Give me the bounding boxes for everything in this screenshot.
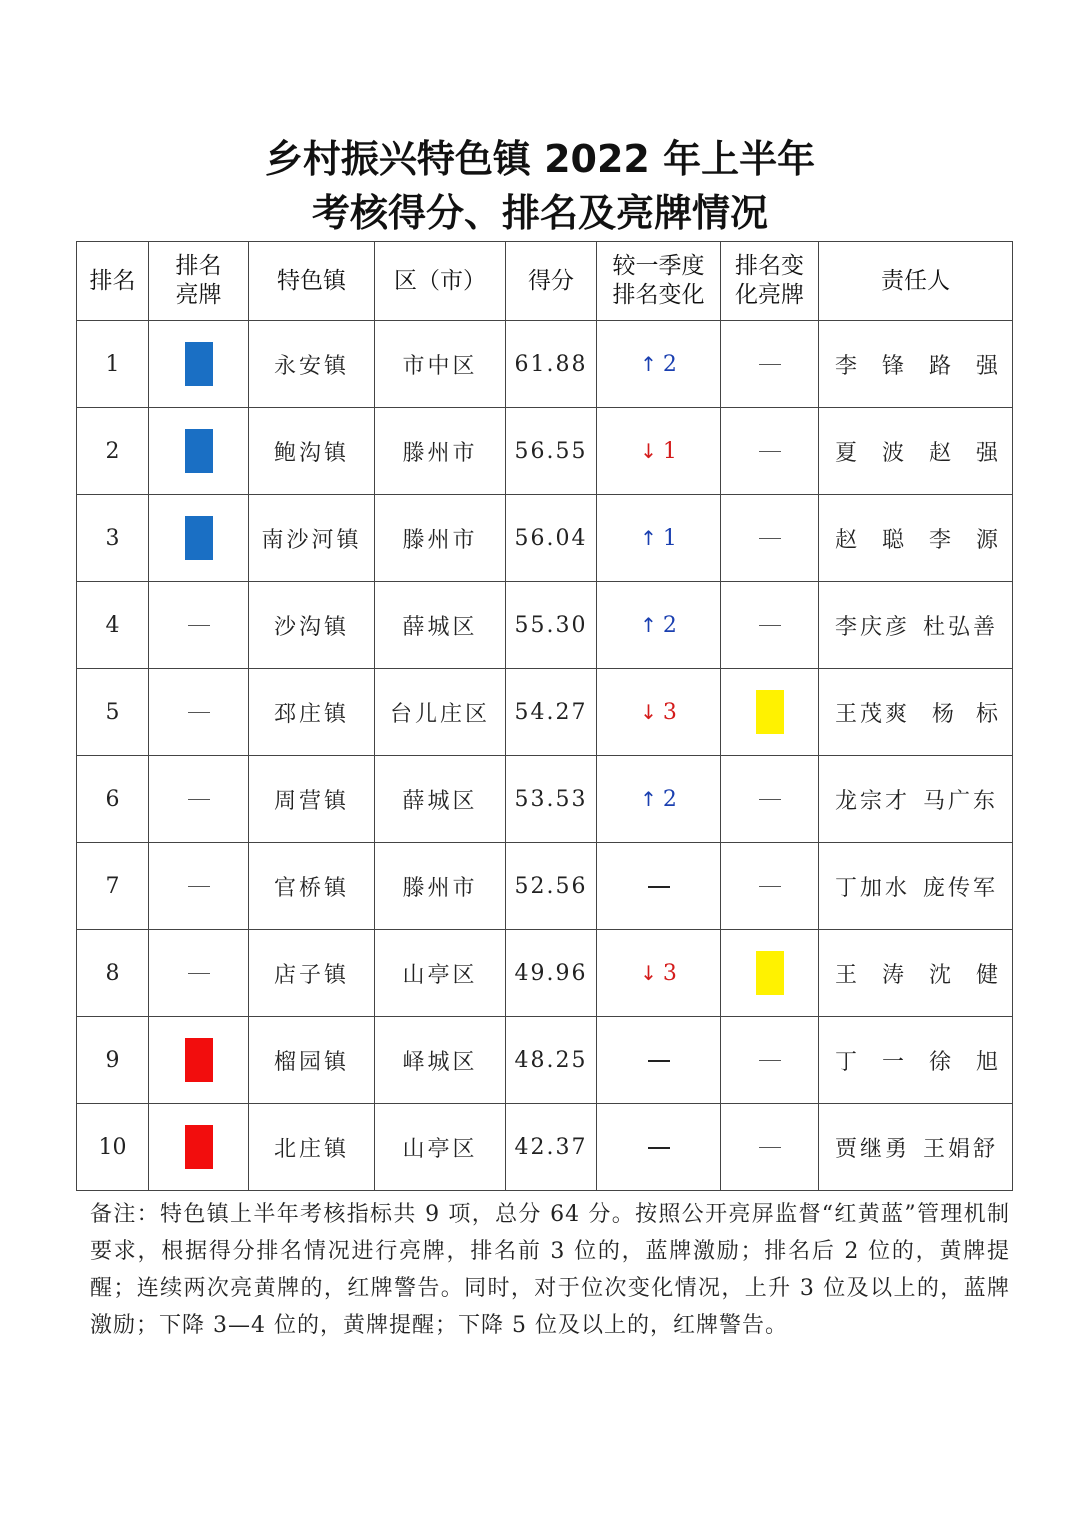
cell-score — [506, 930, 597, 1017]
cell-rank-text: 7 — [105, 873, 120, 899]
person-name-part: 李庆彦 — [835, 614, 911, 640]
change-value: 3 — [662, 960, 677, 986]
cell-change — [597, 756, 721, 843]
change-value: 3 — [662, 699, 677, 725]
person-name-part: 王娟舒 — [922, 1136, 998, 1162]
cell-district-text: 市中区 — [402, 353, 478, 379]
cell-town-text: 永安镇 — [273, 353, 349, 379]
cell-district — [375, 669, 506, 756]
cell-district — [375, 1017, 506, 1104]
cell-person — [819, 408, 1013, 495]
cell-rank-card-none — [149, 582, 249, 669]
person-name-part: 龙宗才 — [835, 788, 911, 814]
table-body — [77, 321, 1013, 1191]
cell-score — [506, 1017, 597, 1104]
person-name-part: 涛 — [881, 962, 904, 988]
dash-placeholder — [759, 799, 781, 801]
person-name-part: 夏 — [835, 440, 858, 466]
person-name-part: 王 — [835, 962, 858, 988]
cell-score — [506, 843, 597, 930]
cell-score — [506, 669, 597, 756]
cell-town — [249, 930, 375, 1017]
cell-town — [249, 1104, 375, 1191]
cell-rank-text: 10 — [98, 1134, 127, 1160]
cell-score-text: 55.30 — [514, 612, 588, 638]
cell-change-card — [721, 669, 819, 756]
header-change-line-2: 排名变化 — [612, 282, 705, 308]
cell-town — [249, 756, 375, 843]
cell-rank-text: 9 — [105, 1047, 120, 1073]
table-row — [77, 930, 1013, 1017]
person-name-part: 强 — [975, 440, 998, 466]
table-row — [77, 495, 1013, 582]
cell-change — [597, 321, 721, 408]
table-row — [77, 1017, 1013, 1104]
cell-rank-text: 6 — [105, 786, 120, 812]
cell-change — [597, 930, 721, 1017]
cell-rank-text: 3 — [105, 525, 120, 551]
cell-score-text: 53.53 — [514, 786, 588, 812]
cell-rank — [77, 756, 149, 843]
table-row — [77, 582, 1013, 669]
cell-town-text: 周营镇 — [273, 788, 349, 814]
cell-district — [375, 843, 506, 930]
dash-placeholder — [759, 364, 781, 366]
header-rank-card-line-2: 亮牌 — [175, 282, 222, 308]
person-name-part: 健 — [975, 962, 998, 988]
person-name-part: 旭 — [975, 1049, 998, 1075]
cell-district — [375, 582, 506, 669]
cell-rank-text: 4 — [105, 612, 120, 638]
cell-score-text: 52.56 — [514, 873, 588, 899]
cell-district-text: 薛城区 — [402, 788, 478, 814]
person-name-part: 赵 — [928, 440, 951, 466]
cell-district-text: 滕州市 — [402, 440, 478, 466]
cell-town — [249, 843, 375, 930]
cell-score-text: 56.04 — [514, 525, 588, 551]
cell-person — [819, 843, 1013, 930]
cell-change — [597, 1104, 721, 1191]
cell-change — [597, 1017, 721, 1104]
cell-town — [249, 1017, 375, 1104]
cell-rank-text: 8 — [105, 960, 120, 986]
cell-score — [506, 408, 597, 495]
cell-change-card-none — [721, 756, 819, 843]
header-rank: 排名 — [77, 242, 149, 321]
cell-rank — [77, 321, 149, 408]
cell-person — [819, 1104, 1013, 1191]
person-name-part: 路 — [928, 353, 951, 379]
cell-change-card — [721, 930, 819, 1017]
cell-change-card-none — [721, 321, 819, 408]
cell-town-text: 北庄镇 — [273, 1136, 349, 1162]
cell-district — [375, 756, 506, 843]
table-row — [77, 756, 1013, 843]
cell-rank — [77, 408, 149, 495]
red-card-icon — [185, 1125, 213, 1169]
dash-placeholder — [759, 1060, 781, 1062]
cell-change-card-none — [721, 408, 819, 495]
table-row — [77, 321, 1013, 408]
cell-rank-text: 5 — [105, 699, 120, 725]
person-name-part: 李 — [928, 527, 951, 553]
header-rank-card-line-1: 排名 — [175, 253, 222, 279]
cell-town-text: 邳庄镇 — [273, 701, 349, 727]
page-title-line-1: 乡村振兴特色镇 2022 年上半年 — [264, 137, 816, 181]
cell-district — [375, 495, 506, 582]
person-name-part: 丁加水 — [835, 875, 911, 901]
arrow-up-icon: ↑ — [640, 786, 657, 811]
arrow-down-icon: ↓ — [640, 438, 657, 463]
person-name-part: 源 — [975, 527, 998, 553]
no-change-dash — [648, 1060, 670, 1062]
header-rank-card — [149, 242, 249, 321]
cell-rank-card — [149, 1104, 249, 1191]
dash-placeholder — [188, 973, 210, 975]
cell-person — [819, 582, 1013, 669]
person-name-part: 一 — [881, 1049, 904, 1075]
cell-rank-card — [149, 408, 249, 495]
cell-rank-card-none — [149, 843, 249, 930]
cell-district — [375, 321, 506, 408]
cell-person — [819, 930, 1013, 1017]
person-name-part: 徐 — [928, 1049, 951, 1075]
cell-score-text: 48.25 — [514, 1047, 588, 1073]
arrow-up-icon: ↑ — [640, 351, 657, 376]
cell-change-card-none — [721, 495, 819, 582]
person-names — [819, 1132, 1012, 1163]
person-name-part: 贾继勇 — [835, 1136, 911, 1162]
cell-town-text: 店子镇 — [273, 962, 349, 988]
cell-rank — [77, 1017, 149, 1104]
person-name-part: 赵 — [835, 527, 858, 553]
table-header-row — [77, 242, 1013, 321]
cell-person — [819, 1017, 1013, 1104]
blue-card-icon — [185, 342, 213, 386]
person-name-part: 丁 — [835, 1049, 858, 1075]
dash-placeholder — [188, 712, 210, 714]
cell-rank-card-none — [149, 930, 249, 1017]
header-change-card-line-2: 化亮牌 — [735, 282, 804, 308]
cell-score-text: 49.96 — [514, 960, 588, 986]
table-row — [77, 843, 1013, 930]
cell-person — [819, 756, 1013, 843]
cell-district — [375, 930, 506, 1017]
cell-change — [597, 843, 721, 930]
cell-change-card-none — [721, 843, 819, 930]
table-row — [77, 669, 1013, 756]
yellow-card-icon — [756, 951, 784, 995]
arrow-up-icon: ↑ — [640, 612, 657, 637]
cell-change-card-none — [721, 582, 819, 669]
cell-change-card-none — [721, 1017, 819, 1104]
cell-town — [249, 495, 375, 582]
arrow-up-icon: ↑ — [640, 525, 657, 550]
header-town: 特色镇 — [249, 242, 375, 321]
cell-rank-card — [149, 321, 249, 408]
header-change-line-1: 较一季度 — [612, 253, 705, 279]
red-card-icon — [185, 1038, 213, 1082]
no-change-dash — [648, 886, 670, 888]
cell-town-text: 鲍沟镇 — [273, 440, 349, 466]
dash-placeholder — [188, 625, 210, 627]
person-names — [819, 1045, 1012, 1076]
cell-score — [506, 321, 597, 408]
person-name-part: 标 — [975, 701, 998, 727]
arrow-down-icon: ↓ — [640, 960, 657, 985]
dash-placeholder — [188, 886, 210, 888]
cell-change — [597, 582, 721, 669]
person-name-part: 李 — [835, 353, 858, 379]
change-value: 1 — [662, 438, 677, 464]
cell-change — [597, 408, 721, 495]
change-value: 1 — [662, 525, 677, 551]
header-score: 得分 — [506, 242, 597, 321]
cell-town-text: 榴园镇 — [273, 1049, 349, 1075]
cell-change — [597, 495, 721, 582]
dash-placeholder — [759, 538, 781, 540]
dash-placeholder — [188, 799, 210, 801]
header-change — [597, 242, 721, 321]
cell-score-text: 54.27 — [514, 699, 588, 725]
blue-card-icon — [185, 516, 213, 560]
cell-district-text: 滕州市 — [402, 527, 478, 553]
person-name-part: 强 — [975, 353, 998, 379]
yellow-card-icon — [756, 690, 784, 734]
page-title-line-2: 考核得分、排名及亮牌情况 — [311, 191, 768, 235]
cell-town — [249, 669, 375, 756]
cell-town — [249, 321, 375, 408]
table-row — [77, 1104, 1013, 1191]
person-names — [819, 784, 1012, 815]
cell-score — [506, 495, 597, 582]
person-name-part: 波 — [881, 440, 904, 466]
dash-placeholder — [759, 1147, 781, 1149]
cell-person — [819, 669, 1013, 756]
cell-rank — [77, 495, 149, 582]
person-names — [819, 349, 1012, 380]
header-change-card — [721, 242, 819, 321]
cell-person — [819, 495, 1013, 582]
dash-placeholder — [759, 625, 781, 627]
person-name-part: 聪 — [881, 527, 904, 553]
header-district: 区（市） — [375, 242, 506, 321]
person-names — [819, 523, 1012, 554]
dash-placeholder — [759, 886, 781, 888]
header-change-card-line-1: 排名变 — [735, 253, 804, 279]
cell-district-text: 山亭区 — [402, 962, 478, 988]
person-name-part: 锋 — [881, 353, 904, 379]
person-name-part: 王茂爽 — [835, 701, 911, 727]
cell-rank — [77, 843, 149, 930]
person-name-part: 庞传军 — [922, 875, 998, 901]
cell-rank — [77, 930, 149, 1017]
person-names — [819, 958, 1012, 989]
cell-rank — [77, 669, 149, 756]
cell-rank-text: 2 — [105, 438, 120, 464]
cell-score-text: 61.88 — [514, 351, 588, 377]
cell-district-text: 山亭区 — [402, 1136, 478, 1162]
cell-rank-card — [149, 1017, 249, 1104]
footnote: 备注：特色镇上半年考核指标共 9 项，总分 64 分。按照公开亮屏监督“红黄蓝”管理机制要求，根据得分排名情况进行亮牌，排名前 3 位的，蓝牌激励；排名后 2 位的，黄牌提醒；连续两次亮黄牌的，红牌警告。同时，对于位次变化情况，上升 3 位及以上的，蓝牌激励；下降 3—4 位的，黄牌提醒；下降 5 位及以上的，红牌警告。 — [90, 1202, 1010, 1338]
person-name-part: 杨 — [931, 701, 954, 727]
cell-district-text: 台儿庄区 — [389, 701, 490, 727]
cell-person — [819, 321, 1013, 408]
cell-town-text: 官桥镇 — [273, 875, 349, 901]
dash-placeholder — [759, 451, 781, 453]
change-value: 2 — [662, 612, 677, 638]
cell-town-text: 沙沟镇 — [273, 614, 349, 640]
cell-town — [249, 582, 375, 669]
person-name-part: 马广东 — [922, 788, 998, 814]
cell-district-text: 滕州市 — [402, 875, 478, 901]
change-value: 2 — [662, 786, 677, 812]
person-names — [819, 610, 1012, 641]
person-names — [819, 697, 1012, 728]
cell-district-text: 薛城区 — [402, 614, 478, 640]
cell-rank-text: 1 — [105, 351, 120, 377]
person-names — [819, 436, 1012, 467]
cell-score — [506, 582, 597, 669]
cell-rank-card-none — [149, 669, 249, 756]
cell-rank — [77, 1104, 149, 1191]
cell-rank-card — [149, 495, 249, 582]
cell-town-text: 南沙河镇 — [261, 527, 362, 553]
cell-score — [506, 1104, 597, 1191]
cell-town — [249, 408, 375, 495]
cell-rank-card-none — [149, 756, 249, 843]
cell-rank — [77, 582, 149, 669]
cell-district-text: 峄城区 — [402, 1049, 478, 1075]
no-change-dash — [648, 1147, 670, 1149]
cell-score-text: 42.37 — [514, 1134, 588, 1160]
arrow-down-icon: ↓ — [640, 699, 657, 724]
cell-change-card-none — [721, 1104, 819, 1191]
person-name-part: 杜弘善 — [922, 614, 998, 640]
ranking-table — [76, 241, 1013, 1191]
cell-score — [506, 756, 597, 843]
person-names — [819, 871, 1012, 902]
person-name-part: 沈 — [928, 962, 951, 988]
blue-card-icon — [185, 429, 213, 473]
cell-district — [375, 1104, 506, 1191]
header-person: 责任人 — [819, 242, 1013, 321]
change-value: 2 — [662, 351, 677, 377]
cell-score-text: 56.55 — [514, 438, 588, 464]
table-row — [77, 408, 1013, 495]
cell-district — [375, 408, 506, 495]
cell-change — [597, 669, 721, 756]
